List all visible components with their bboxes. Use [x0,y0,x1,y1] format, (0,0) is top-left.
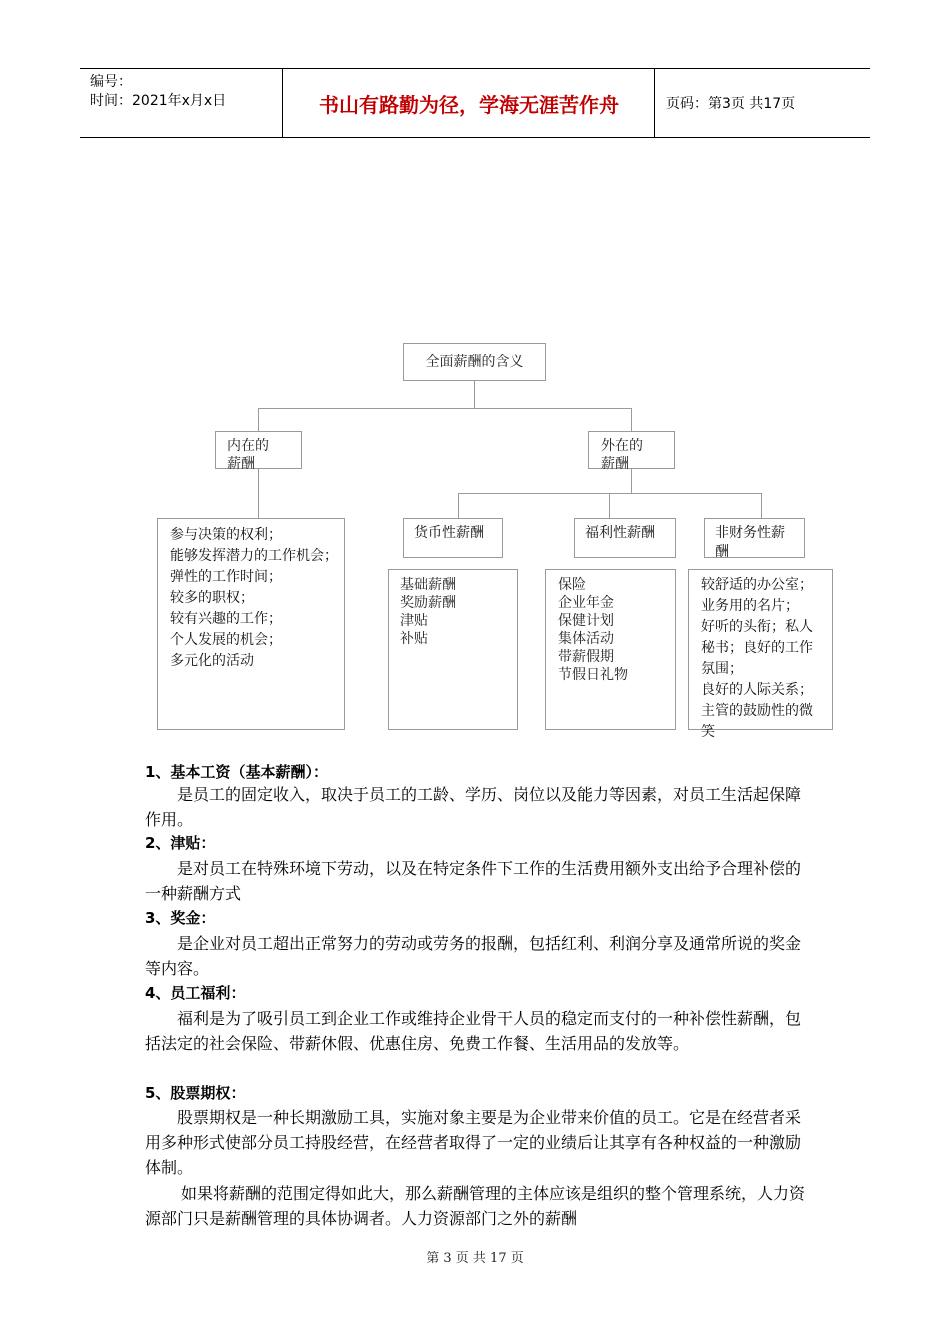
header-divider [654,69,655,137]
connector [474,381,475,409]
diagram-root-label: 全面薪酬的含义 [425,354,524,370]
header-page-number: 页码：第3页 共17页 [666,96,796,112]
nonfinancial-label: 非财务性薪酬 [715,525,785,560]
section-heading: 3、奖金： [145,909,216,927]
page-footer: 第 3 页 共 17 页 [426,1251,524,1266]
intrinsic-item: 较有兴趣的工作； [170,611,282,627]
welfare-item: 企业年金 [558,595,614,611]
monetary-label: 货币性薪酬 [414,525,484,541]
intrinsic-item: 弹性的工作时间； [170,569,282,585]
welfare-item: 集体活动 [558,631,614,647]
welfare-label: 福利性薪酬 [585,525,655,541]
monetary-list-box [388,569,518,730]
connector [258,408,259,432]
welfare-list-box [545,569,676,730]
monetary-box [403,518,503,558]
section-text: 是企业对员工超出正常努力的劳动或劳务的报酬，包括红利、利润分享及通常所说的奖金等内容。 [145,934,802,978]
connector [258,408,632,409]
extrinsic-label: 外在的薪酬 [601,438,643,472]
nonfinancial-item: 主管的鼓励性的微笑 [701,703,813,740]
intrinsic-box [215,431,302,472]
page-header [80,68,870,138]
intrinsic-label: 内在的薪酬 [227,438,269,472]
connector [258,469,259,519]
section-text: 是对员工在特殊环境下劳动，以及在特定条件下工作的生活费用额外支出给予合理补偿的一种薪酬方式 [145,859,802,903]
intrinsic-item: 多元化的活动 [170,653,254,669]
nonfinancial-item: 良好的人际关系； [701,682,813,698]
closing-paragraph [145,1181,815,1231]
section-heading: 5、股票期权： [145,1084,246,1102]
header-meta [90,73,226,111]
intrinsic-list-box [157,518,345,730]
section-text: 是员工的固定收入，取决于员工的工龄、学历、岗位以及能力等因素，对员工生活起保障作用。 [145,785,802,829]
nonfinancial-box [704,518,805,558]
section-paragraph [145,856,815,906]
header-divider [282,69,283,137]
monetary-item: 基础薪酬 [400,577,456,593]
section-text: 股票期权是一种长期激励工具，实施对象主要是为企业带来价值的员工。它是在经营者采用多种形式使部分员工持股经营，在经营者取得了一定的业绩后让其享有各种权益的一种激励体制。 [145,1108,802,1177]
section-paragraph [145,931,815,981]
monetary-item: 奖励薪酬 [400,595,456,611]
monetary-item: 补贴 [400,631,428,647]
connector [761,493,762,519]
welfare-box [574,518,676,558]
section-heading: 4、员工福利： [145,984,246,1002]
connector [609,493,610,519]
nonfinancial-item: 业务用的名片； [701,598,799,614]
welfare-item: 节假日礼物 [558,667,628,683]
intrinsic-item: 较多的职权； [170,590,254,606]
section-paragraph [145,782,815,832]
header-number: 编号： [90,74,132,90]
closing-text: 如果将薪酬的范围定得如此大，那么薪酬管理的主体应该是组织的整个管理系统，人力资源部门只是薪酬管理的具体协调者。人力资源部门之外的薪酬 [145,1184,806,1228]
welfare-item: 保健计划 [558,613,614,629]
connector [631,408,632,432]
connector [458,493,459,519]
section-heading: 1、基本工资（基本薪酬）： [145,763,328,781]
section-paragraph [145,1006,815,1056]
section-text: 福利是为了吸引员工到企业工作或维持企业骨干人员的稳定而支付的一种补偿性薪酬，包括法定的社会保险、带薪休假、优惠住房、免费工作餐、生活用品的发放等。 [145,1009,802,1053]
section-heading: 2、津贴： [145,834,216,852]
monetary-item: 津贴 [400,613,428,629]
nonfinancial-item: 较舒适的办公室； [701,577,813,593]
header-motto: 书山有路勤为径，学海无涯苦作舟 [319,93,619,117]
header-date: 时间：2021年x月x日 [90,93,227,109]
intrinsic-item: 能够发挥潜力的工作机会； [170,548,338,564]
connector [458,493,762,494]
diagram-root-box [403,343,546,381]
intrinsic-item: 参与决策的权利； [170,527,282,543]
welfare-item: 保险 [558,577,586,593]
extrinsic-box [588,431,675,472]
intrinsic-item: 个人发展的机会； [170,632,282,648]
nonfinancial-list [701,575,819,743]
welfare-item: 带薪假期 [558,649,614,665]
section-paragraph [145,1105,815,1180]
nonfinancial-item: 好听的头衔；私人秘书；良好的工作氛围； [701,619,813,677]
